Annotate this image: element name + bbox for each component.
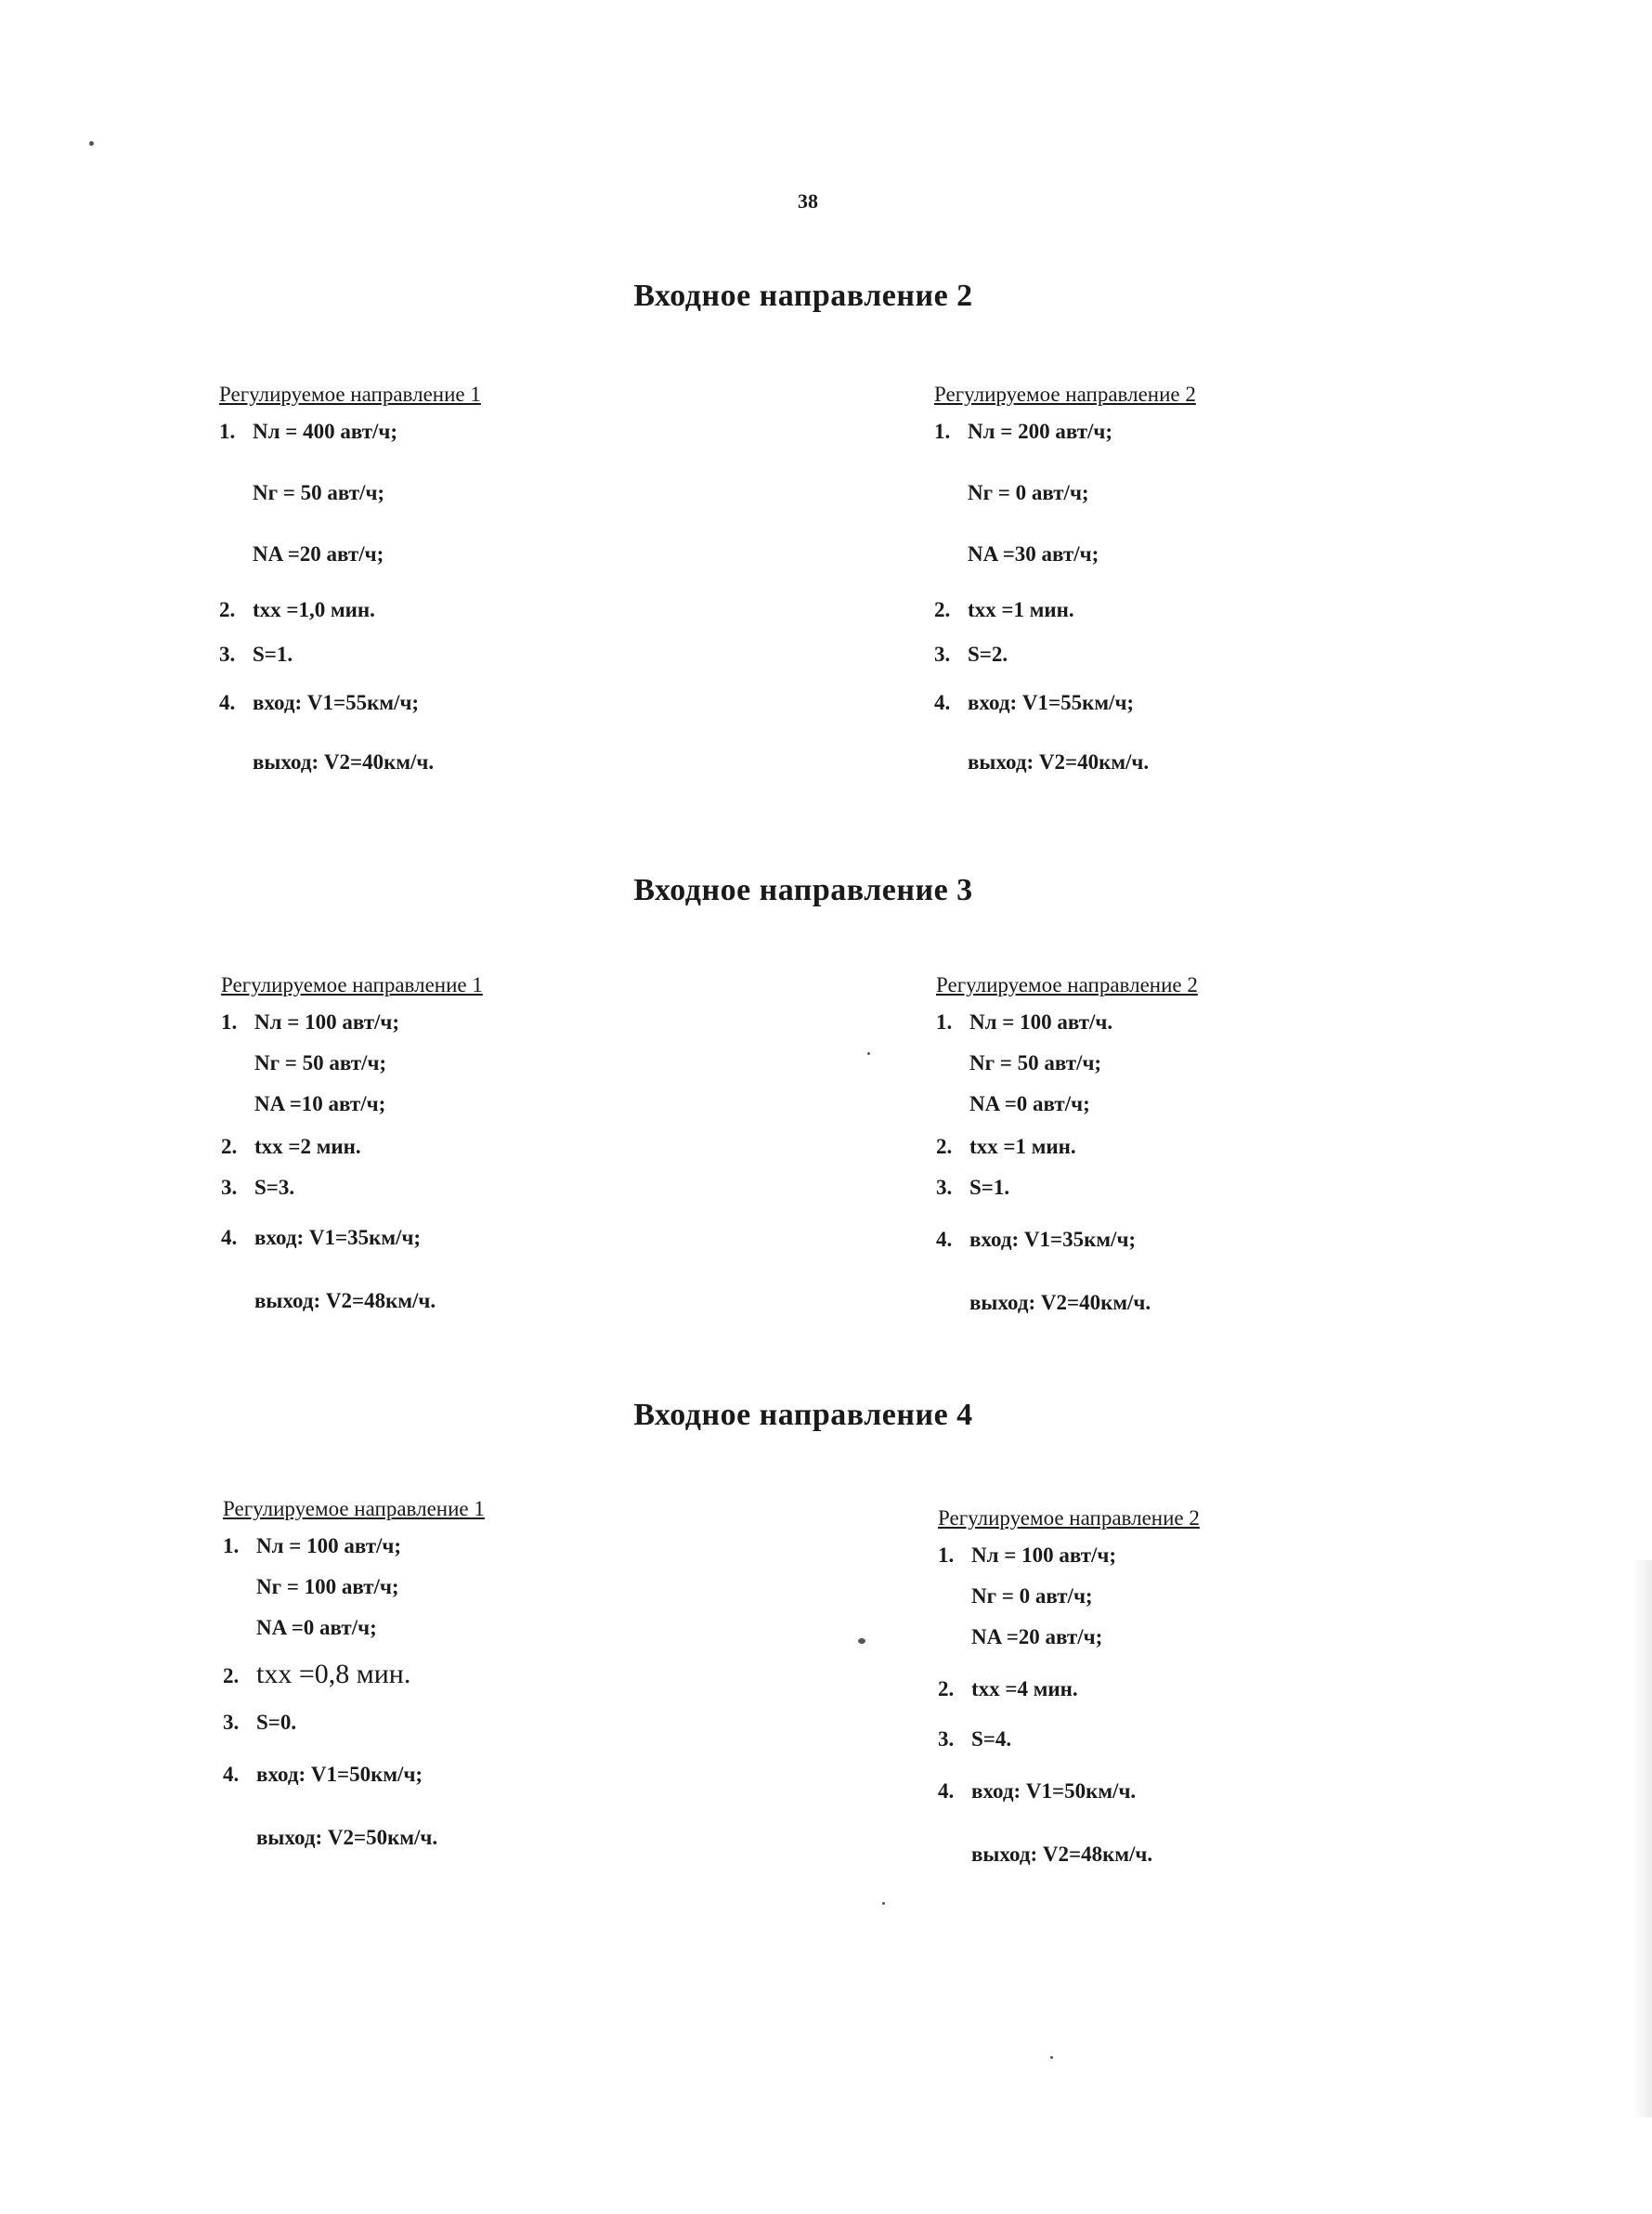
lanes-value: S=1. bbox=[253, 643, 293, 666]
speed-in-value: вход: V1=50км/ч; bbox=[256, 1763, 423, 1786]
item-number: 4. bbox=[934, 691, 951, 714]
idle-time-value: tхх =1 мин. bbox=[969, 1135, 1076, 1158]
intensity-left bbox=[221, 1010, 483, 1035]
intensity-left-value: Nл = 400 авт/ч; bbox=[253, 420, 398, 443]
scan-speck bbox=[882, 1902, 885, 1905]
intensity-left-value: Nл = 100 авт/ч. bbox=[969, 1010, 1113, 1034]
speed-out: выход: V2=48км/ч. bbox=[971, 1843, 1153, 1866]
intensity-trucks: Nг = 50 авт/ч; bbox=[969, 1051, 1102, 1074]
idle-time-value: tхх =4 мин. bbox=[971, 1677, 1078, 1700]
intensity-trucks: Nг = 50 авт/ч; bbox=[253, 481, 385, 504]
idle-time bbox=[219, 598, 481, 622]
speed-in-value: вход: V1=35км/ч; bbox=[969, 1228, 1137, 1251]
section-title-2: Входное направление 2 bbox=[633, 279, 973, 313]
lanes bbox=[938, 1727, 1200, 1752]
intensity-trucks: Nг = 50 авт/ч; bbox=[254, 1051, 387, 1074]
section-2-direction-1 bbox=[219, 383, 481, 775]
speed-out: выход: V2=48км/ч. bbox=[254, 1289, 436, 1312]
speed-in bbox=[223, 1763, 485, 1787]
item-number: 4. bbox=[221, 1226, 238, 1249]
item-number: 4. bbox=[219, 691, 236, 714]
item-number: 1. bbox=[938, 1543, 955, 1567]
intensity-buses: NA =20 авт/ч; bbox=[253, 542, 384, 566]
item-number: 1. bbox=[221, 1010, 238, 1034]
item-number: 1. bbox=[219, 420, 236, 443]
item-number: 3. bbox=[223, 1711, 240, 1734]
speed-in-value: вход: V1=35км/ч; bbox=[254, 1226, 422, 1249]
section-3-direction-2 bbox=[936, 973, 1198, 1315]
intensity-left bbox=[223, 1534, 485, 1558]
speed-in bbox=[934, 691, 1196, 715]
speed-out: выход: V2=40км/ч. bbox=[968, 750, 1150, 774]
intensity-left bbox=[219, 420, 481, 444]
item-number: 2. bbox=[223, 1664, 240, 1687]
scan-speck bbox=[867, 1052, 870, 1055]
lanes-value: S=1. bbox=[969, 1176, 1010, 1199]
direction-heading: Регулируемое направление 1 bbox=[223, 1497, 485, 1520]
item-number: 4. bbox=[938, 1779, 955, 1803]
intensity-left bbox=[938, 1543, 1200, 1568]
intensity-left-value: Nл = 100 авт/ч; bbox=[971, 1543, 1117, 1567]
intensity-left-value: Nл = 200 авт/ч; bbox=[968, 420, 1113, 443]
idle-time bbox=[221, 1135, 483, 1159]
section-3-direction-1 bbox=[221, 973, 483, 1313]
speed-in bbox=[221, 1226, 483, 1250]
speed-in bbox=[219, 691, 481, 715]
intensity-left bbox=[936, 1010, 1198, 1035]
item-number: 3. bbox=[938, 1727, 955, 1751]
speed-in-value: вход: V1=55км/ч; bbox=[968, 691, 1135, 714]
lanes bbox=[223, 1711, 485, 1735]
idle-time-value: tхх =1 мин. bbox=[968, 598, 1074, 621]
speed-in bbox=[936, 1228, 1198, 1252]
page-number: 38 bbox=[798, 189, 818, 213]
section-title-3: Входное направление 3 bbox=[633, 873, 973, 907]
item-number: 2. bbox=[221, 1135, 238, 1158]
item-number: 1. bbox=[223, 1534, 240, 1557]
lanes-value: S=2. bbox=[968, 643, 1008, 666]
intensity-trucks: Nг = 100 авт/ч; bbox=[256, 1575, 399, 1598]
idle-time-value: tхх =1,0 мин. bbox=[253, 598, 375, 621]
lanes-value: S=3. bbox=[254, 1176, 295, 1199]
intensity-buses: NA =20 авт/ч; bbox=[971, 1625, 1103, 1648]
lanes bbox=[219, 643, 481, 667]
intensity-buses: NA =0 авт/ч; bbox=[256, 1616, 377, 1639]
idle-time bbox=[223, 1659, 485, 1690]
item-number: 4. bbox=[223, 1763, 240, 1786]
section-title-4: Входное направление 4 bbox=[633, 1398, 973, 1432]
item-number: 4. bbox=[936, 1228, 953, 1251]
idle-time-value: tхх =0,8 мин. bbox=[256, 1659, 411, 1689]
lanes bbox=[934, 643, 1196, 667]
lanes-value: S=4. bbox=[971, 1727, 1012, 1751]
speed-in bbox=[938, 1779, 1200, 1804]
item-number: 3. bbox=[934, 643, 951, 666]
speed-in-value: вход: V1=55км/ч; bbox=[253, 691, 420, 714]
lanes bbox=[221, 1176, 483, 1200]
speed-out: выход: V2=50км/ч. bbox=[256, 1826, 438, 1849]
speed-out: выход: V2=40км/ч. bbox=[969, 1291, 1151, 1314]
item-number: 2. bbox=[219, 598, 236, 621]
item-number: 3. bbox=[221, 1176, 238, 1199]
direction-heading: Регулируемое направление 2 bbox=[938, 1506, 1200, 1530]
item-number: 2. bbox=[936, 1135, 953, 1158]
intensity-left bbox=[934, 420, 1196, 444]
speed-out: выход: V2=40км/ч. bbox=[253, 750, 435, 774]
intensity-buses: NA =30 авт/ч; bbox=[968, 542, 1099, 566]
item-number: 1. bbox=[934, 420, 951, 443]
intensity-trucks: Nг = 0 авт/ч; bbox=[971, 1584, 1093, 1608]
item-number: 3. bbox=[219, 643, 236, 666]
scan-speck bbox=[1050, 2056, 1053, 2059]
scan-edge-shadow bbox=[1633, 1560, 1652, 2117]
scan-speck bbox=[858, 1638, 865, 1644]
item-number: 1. bbox=[936, 1010, 953, 1034]
item-number: 2. bbox=[934, 598, 951, 621]
item-number: 3. bbox=[936, 1176, 953, 1199]
direction-heading: Регулируемое направление 1 bbox=[219, 383, 481, 406]
intensity-left-value: Nл = 100 авт/ч; bbox=[256, 1534, 402, 1557]
idle-time bbox=[936, 1135, 1198, 1159]
speed-in-value: вход: V1=50км/ч. bbox=[971, 1779, 1137, 1803]
section-4-direction-2 bbox=[938, 1506, 1200, 1867]
section-2-direction-2 bbox=[934, 383, 1196, 775]
direction-heading: Регулируемое направление 2 bbox=[934, 383, 1196, 406]
direction-heading: Регулируемое направление 2 bbox=[936, 973, 1198, 996]
scan-speck bbox=[89, 141, 94, 146]
intensity-buses: NA =10 авт/ч; bbox=[254, 1092, 386, 1115]
direction-heading: Регулируемое направление 1 bbox=[221, 973, 483, 996]
lanes-value: S=0. bbox=[256, 1711, 297, 1734]
idle-time-value: tхх =2 мин. bbox=[254, 1135, 361, 1158]
intensity-trucks: Nг = 0 авт/ч; bbox=[968, 481, 1089, 504]
item-number: 2. bbox=[938, 1677, 955, 1700]
lanes bbox=[936, 1176, 1198, 1200]
idle-time bbox=[938, 1677, 1200, 1701]
intensity-buses: NA =0 авт/ч; bbox=[969, 1092, 1090, 1115]
idle-time bbox=[934, 598, 1196, 622]
section-4-direction-1 bbox=[223, 1497, 485, 1850]
intensity-left-value: Nл = 100 авт/ч; bbox=[254, 1010, 400, 1034]
